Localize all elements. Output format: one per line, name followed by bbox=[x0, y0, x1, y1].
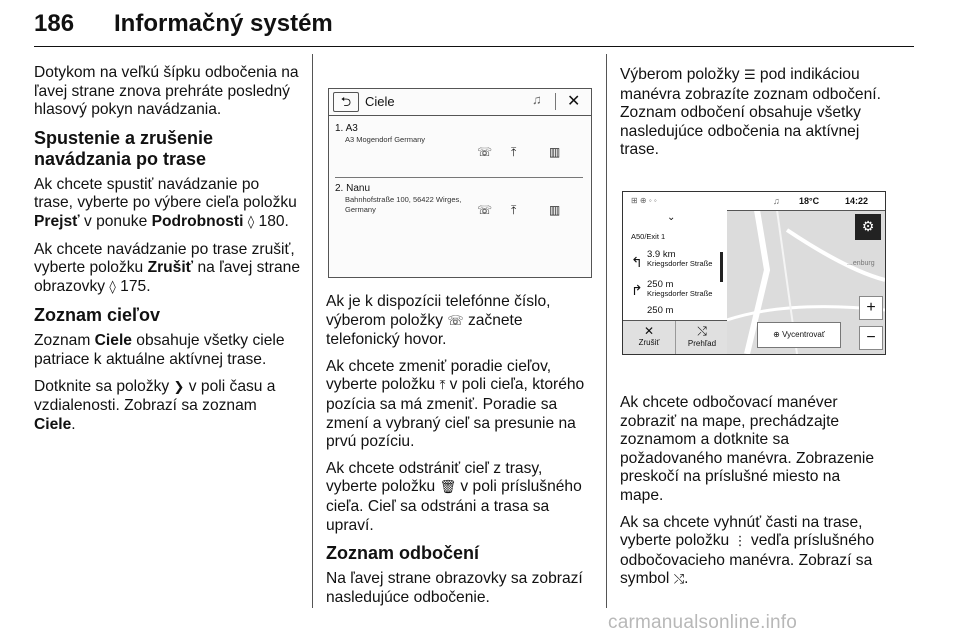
text: Dotknite sa položky bbox=[34, 377, 174, 395]
move-top-icon[interactable]: ⤒ bbox=[511, 203, 517, 217]
turn-item[interactable] bbox=[647, 280, 712, 298]
page-number: 186 bbox=[34, 10, 75, 37]
phone-icon[interactable]: ☏ bbox=[477, 203, 493, 217]
paragraph bbox=[620, 66, 886, 160]
paragraph bbox=[326, 460, 592, 535]
target-icon: ⊕ bbox=[773, 330, 780, 339]
turn-distance: 250 m bbox=[647, 305, 674, 316]
text: Ak chcete zmeniť poradie cieľov, vyberte položku bbox=[326, 357, 552, 394]
destination-address: A3 Mogendorf Germany bbox=[345, 135, 426, 144]
destination-item[interactable] bbox=[335, 183, 585, 215]
chevron-down-icon[interactable]: ⌄ bbox=[667, 212, 676, 223]
center-button[interactable] bbox=[757, 322, 841, 348]
more-icon: ⋮ bbox=[733, 534, 747, 550]
cancel-button[interactable] bbox=[623, 321, 675, 355]
paragraph bbox=[620, 514, 886, 590]
text: v ponuke bbox=[79, 212, 152, 230]
turn-item[interactable] bbox=[647, 306, 673, 315]
screen-title: Ciele bbox=[365, 94, 395, 109]
move-top-icon: ⤒ bbox=[439, 378, 446, 394]
paragraph bbox=[326, 293, 592, 350]
text: v poli cieľa, ktorého pozícia sa má zmeniť. Poradie sa zmení a vybraný cieľ sa presunie na prvú pozíciu. bbox=[326, 376, 585, 451]
page-ref-icon: ◊ bbox=[247, 214, 255, 230]
zoom-out-button[interactable]: − bbox=[859, 326, 883, 350]
trash-icon[interactable]: ▥ bbox=[549, 203, 561, 217]
overview-button[interactable] bbox=[675, 321, 728, 355]
text: . bbox=[684, 570, 689, 588]
turn-item[interactable] bbox=[647, 250, 712, 268]
watermark: carmanualsonline.info bbox=[608, 612, 798, 633]
turn-arrow-icon: ↱ bbox=[631, 282, 643, 298]
page-ref[interactable]: 175. bbox=[115, 277, 151, 295]
button-label: Zrušiť bbox=[638, 338, 660, 347]
trash-icon[interactable]: ▥ bbox=[549, 145, 561, 159]
text: na ľavej strane obrazovky bbox=[34, 259, 300, 295]
destinations-screen bbox=[328, 88, 592, 278]
scrollbar[interactable] bbox=[720, 252, 723, 282]
column-divider bbox=[312, 54, 313, 608]
trash-icon: 🗑 bbox=[439, 480, 457, 496]
page-header bbox=[34, 6, 914, 47]
paragraph bbox=[34, 176, 300, 233]
map-label: ...enburg bbox=[847, 260, 875, 267]
button-label: Vycentrovať bbox=[782, 330, 825, 339]
destination-name: 1. A3 bbox=[335, 123, 358, 134]
clock: 14:22 bbox=[845, 196, 869, 206]
paragraph bbox=[34, 332, 300, 369]
menu-term: Zrušiť bbox=[147, 259, 194, 277]
column-divider bbox=[606, 54, 607, 608]
page-ref[interactable]: 180. bbox=[254, 212, 289, 230]
page-ref-icon: ◊ bbox=[109, 279, 116, 295]
paragraph: Dotykom na veľkú šípku odbočenia na ľavej strane znova prehráte posledný hlasový pokyn navádzania. bbox=[34, 64, 299, 119]
text: v poli príslušného cieľa. Cieľ sa odstráni a trasa sa upraví. bbox=[326, 478, 582, 534]
turn-arrow-icon: ↰ bbox=[631, 254, 643, 270]
turn-distance: 250 m bbox=[647, 279, 674, 290]
text: pod indikáciou manévra zobrazíte zoznam odbočení. Zoznam odbočení obsahuje všetky nasledujúce odbočenia na aktívnej trase. bbox=[620, 66, 881, 159]
close-icon[interactable]: ✕ bbox=[567, 93, 581, 110]
text: vedľa príslušného odbočovacieho manévra. Zobrazí sa symbol bbox=[620, 532, 875, 588]
button-label: Prehľad bbox=[687, 339, 717, 348]
bottom-bar bbox=[623, 320, 727, 355]
text: Zoznam bbox=[34, 332, 95, 350]
paragraph bbox=[34, 241, 300, 298]
section-heading: Spustenie a zrušenie navádzania po trase bbox=[34, 127, 214, 169]
paragraph bbox=[326, 358, 592, 452]
status-bar bbox=[623, 192, 885, 211]
phone-icon: ☏ bbox=[447, 313, 464, 329]
move-top-icon[interactable]: ⤒ bbox=[511, 145, 517, 159]
text: začnete telefonický hovor. bbox=[326, 311, 523, 349]
destination-item[interactable] bbox=[335, 123, 585, 145]
menu-term: Ciele bbox=[94, 332, 132, 350]
text: Ak sa chcete vyhnúť časti na trase, vyberte položku bbox=[620, 513, 863, 550]
page-title: Informačný systém bbox=[114, 10, 333, 37]
avoid-icon: ⤭ bbox=[673, 572, 685, 588]
column-middle bbox=[326, 293, 592, 615]
divider bbox=[555, 93, 556, 110]
paragraph: Na ľavej strane obrazovky sa zobrazí nasledujúce odbočenie. bbox=[326, 570, 583, 606]
paragraph: Ak chcete odbočovací manéver zobraziť na mape, prechádzajte zoznamom a dotknite sa požadovaného manévra. Zobrazenie preskočí na príslušné miesto na mape. bbox=[620, 394, 874, 504]
text: Ak je k dispozícii telefónne číslo, výberom položky bbox=[326, 293, 551, 329]
column-right bbox=[620, 66, 886, 168]
turn-street: Kriegsdorfer Straße bbox=[647, 259, 713, 268]
temperature: 18°C bbox=[799, 196, 820, 206]
screen-titlebar bbox=[329, 89, 591, 116]
destination-address: Bahnhofstraße 100, 56422 Wirges, Germany bbox=[345, 195, 462, 214]
zoom-in-button[interactable]: + bbox=[859, 296, 883, 320]
chevron-right-icon: ❯ bbox=[173, 379, 185, 395]
turn-list-screen bbox=[622, 191, 886, 355]
phone-icon[interactable]: ☏ bbox=[477, 145, 493, 159]
music-icon[interactable]: ♫ bbox=[532, 92, 542, 107]
music-icon[interactable]: ♫ bbox=[773, 196, 780, 206]
text: Ak chcete navádzanie po trase zrušiť, vyberte položku bbox=[34, 240, 295, 277]
turn-list bbox=[623, 210, 727, 320]
menu-term: Prejsť bbox=[34, 212, 80, 230]
settings-icon[interactable]: ⚙ bbox=[855, 214, 881, 240]
exit-label: A50/Exit 1 bbox=[631, 232, 666, 241]
text: Výberom položky bbox=[620, 66, 744, 83]
text: Ak chcete odstrániť cieľ z trasy, vyberte položku bbox=[326, 459, 543, 496]
section-heading: Zoznam odbočení bbox=[326, 543, 479, 564]
divider bbox=[335, 177, 583, 178]
back-icon[interactable]: ⮌ bbox=[333, 92, 359, 112]
turn-street: Kriegsdorfer Straße bbox=[647, 289, 713, 298]
text: obsahuje všetky ciele patriace k aktuálne aktívnej trase. bbox=[34, 332, 285, 368]
menu-term: Ciele bbox=[34, 415, 72, 433]
text: Ak chcete spustiť navádzanie po trase, vyberte po výbere cieľa položku bbox=[34, 175, 297, 212]
paragraph bbox=[34, 378, 300, 435]
text: . bbox=[71, 415, 76, 433]
status-icons: ⊞ ⊕ ◦ ◦ bbox=[631, 196, 657, 205]
column-right-lower bbox=[620, 394, 886, 598]
destination-name: 2. Nanu bbox=[335, 183, 371, 194]
column-left bbox=[34, 64, 300, 442]
menu-term: Podrobnosti bbox=[151, 212, 244, 230]
list-icon: ☰ bbox=[743, 68, 756, 83]
route-icon: ⤭ bbox=[697, 324, 707, 338]
turn-distance: 3.9 km bbox=[647, 249, 676, 260]
close-icon: ✕ bbox=[643, 324, 655, 338]
section-heading: Zoznam cieľov bbox=[34, 305, 160, 326]
text: v poli času a vzdialenosti. Zobrazí sa zoznam bbox=[34, 377, 276, 415]
